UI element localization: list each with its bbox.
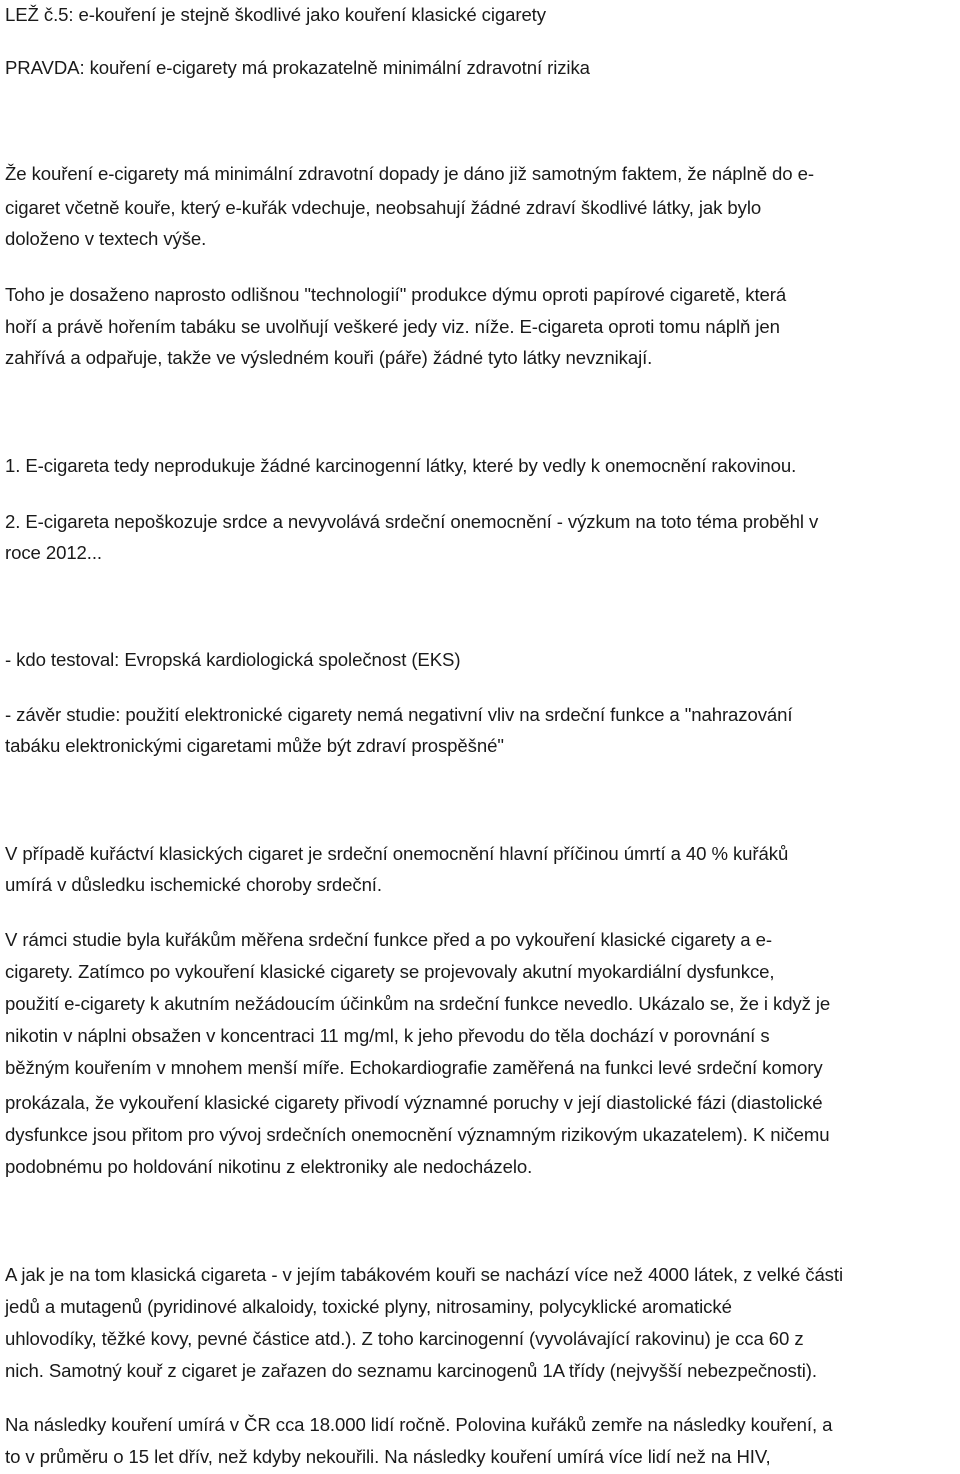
paragraph-line: tabáku elektronickými cigaretami může být zdraví prospěšné" bbox=[5, 735, 504, 756]
paragraph-line: - závěr studie: použití elektronické cigarety nemá negativní vliv na srdeční funkce a "nahrazování bbox=[5, 704, 793, 725]
paragraph-line: V rámci studie byla kuřákům měřena srdeční funkce před a po vykouření klasické cigarety a e- bbox=[5, 929, 772, 950]
study-tester: - kdo testoval: Evropská kardiologická společnost (EKS) bbox=[5, 649, 461, 670]
point-one: 1. E-cigareta tedy neprodukuje žádné karcinogenní látky, které by vedly k onemocnění rakovinou. bbox=[5, 455, 797, 476]
paragraph-line: uhlovodíky, těžké kovy, pevné částice atd.). Z toho karcinogenní (vyvolávající rakovinu) je cca 60 z bbox=[5, 1328, 804, 1349]
paragraph-line: 2. E-cigareta nepoškozuje srdce a nevyvolává srdeční onemocnění - výzkum na toto téma proběhl v bbox=[5, 511, 819, 532]
paragraph-line: Toho je dosaženo naprosto odlišnou "technologií" produkce dýmu oproti papírové cigaretě, která bbox=[5, 284, 787, 305]
paragraph-line: A jak je na tom klasická cigareta - v jejím tabákovém kouři se nachází více než 4000 látek, z velké části bbox=[5, 1264, 843, 1285]
paragraph-line: V případě kuřáctví klasických cigaret je srdeční onemocnění hlavní příčinou úmrtí a 40 % kuřáků bbox=[5, 843, 789, 864]
paragraph-line: Na následky kouření umírá v ČR cca 18.000 lidí ročně. Polovina kuřáků zemře na následky kouření, a bbox=[5, 1414, 833, 1435]
paragraph-line: cigaret včetně kouře, který e-kuřák vdechuje, neobsahují žádné zdraví škodlivé látky, jak bylo bbox=[5, 197, 762, 218]
heading-lie: LEŽ č.5: e-kouření je stejně škodlivé jako kouření klasické cigarety bbox=[5, 4, 546, 25]
paragraph-line: prokázala, že vykouření klasické cigarety přivodí významné poruchy v její diastolické fázi (diastolické bbox=[5, 1092, 823, 1113]
paragraph-line: běžným kouřením v mnohem menší míře. Echokardiografie zaměřená na funkci levé srdeční komory bbox=[5, 1057, 823, 1078]
paragraph-line: hoří a právě hořením tabáku se uvolňují veškeré jedy viz. níže. E-cigareta oproti tomu náplň jen bbox=[5, 316, 780, 337]
paragraph-line: to v průměru o 15 let dřív, než kdyby nekouřili. Na následky kouření umírá více lidí než na HIV, bbox=[5, 1446, 771, 1467]
paragraph-line: nikotin v náplni obsažen v koncentraci 11 mg/ml, k jeho převodu do těla dochází v porovnání s bbox=[5, 1025, 770, 1046]
paragraph-line: roce 2012... bbox=[5, 542, 102, 563]
paragraph-line: cigarety. Zatímco po vykouření klasické cigarety se projevovaly akutní myokardiální dysfunkce, bbox=[5, 961, 775, 982]
paragraph-line: doloženo v textech výše. bbox=[5, 228, 207, 249]
heading-truth: PRAVDA: kouření e-cigarety má prokazatelně minimální zdravotní rizika bbox=[5, 57, 590, 78]
paragraph-line: zahřívá a odpařuje, takže ve výsledném kouři (páře) žádné tyto látky nevznikají. bbox=[5, 347, 653, 368]
paragraph-line: nich. Samotný kouř z cigaret je zařazen do seznamu karcinogenů 1A třídy (nejvyšší nebezpečnosti). bbox=[5, 1360, 817, 1381]
paragraph-line: použití e-cigarety k akutním nežádoucím účinkům na srdeční funkce nevedlo. Ukázalo se, že i když je bbox=[5, 993, 831, 1014]
paragraph-line: podobnému po holdování nikotinu z elektroniky ale nedocházelo. bbox=[5, 1156, 533, 1177]
paragraph-line: dysfunkce jsou přitom pro vývoj srdečních onemocnění významným rizikovým ukazatelem). K ničemu bbox=[5, 1124, 830, 1145]
paragraph-line: jedů a mutagenů (pyridinové alkaloidy, toxické plyny, nitrosaminy, polycyklické aromatické bbox=[5, 1296, 732, 1317]
paragraph-line: umírá v důsledku ischemické choroby srdeční. bbox=[5, 874, 382, 895]
paragraph-line: Že kouření e-cigarety má minimální zdravotní dopady je dáno již samotným faktem, že náplně do e- bbox=[5, 163, 814, 184]
